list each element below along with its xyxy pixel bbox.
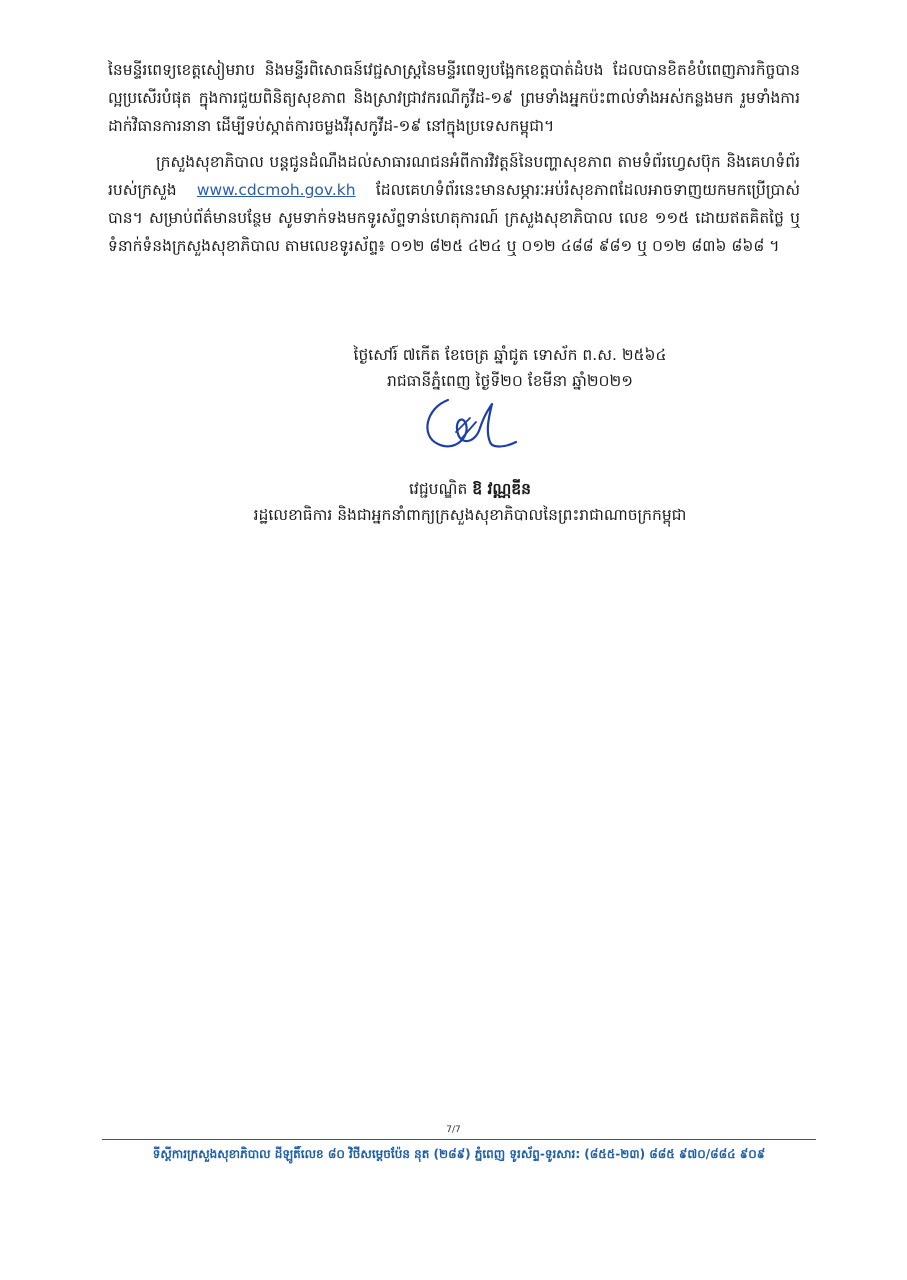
signer-role: រដ្ឋលេខាធិការ និងជាអ្នកនាំពាក្យក្រសួងសុខាភិបាលនៃព្រះរាជាណាចក្រកម្ពុជា <box>253 506 687 524</box>
signer-block <box>190 476 750 528</box>
paragraph-2-part-1: ក្រសួងសុខាភិបាល បន្តជូនដំណឹងដល់សាធារណជនអំពីការវិវត្តន៍នៃបញ្ហាសុខភាព តាមទំព័រហ្វេសប៊ុក និងគេហទំព័ររបស់ក្រសួង <box>108 153 800 199</box>
paragraph-2 <box>108 148 800 260</box>
signer-name: ឱ វណ្ណឌីន <box>472 480 531 498</box>
website-link[interactable]: www.cdcmoh.gov.kh <box>196 181 356 199</box>
paragraph-1: នៃមន្ទីរពេទ្យខេត្តសៀមរាប និងមន្ទីរពិសោធន៍វេជ្ជសាស្ត្រនៃមន្ទីរពេទ្យបង្អែកខេត្តបាត់ដំបង ដែលបានខិតខំបំពេញភារកិច្ចបានល្អប្រសើរបំផុត ក្នុងការជួយពិនិត្យសុខភាព និងស្រាវជ្រាវករណីកូវីដ-១៩ ព្រមទាំងអ្នកប៉ះពាល់ទាំងអស់កន្លងមក រួមទាំងការដាក់វិធានការនានា ដើម្បីទប់ស្កាត់ការចម្លងវីរុសកូវីដ-១៩ នៅក្នុងប្រទេសកម្ពុជា។ <box>108 61 800 135</box>
letter-body <box>108 56 800 260</box>
page-number: 7/7 <box>446 1125 461 1135</box>
solar-date: រាជធានីភ្នំពេញ ថ្ងៃទី២០ ខែមីនា ឆ្នាំ២០២១ <box>387 372 633 390</box>
paragraph-2-part-2: ដែលគេហទំព័រនេះមានសម្ភារៈអប់រំសុខភាពដែលអាចទាញយកមកប្រើប្រាស់បាន។ សម្រាប់ព័ត៌មានបន្ថែម សូមទាក់ទងមកទូរស័ព្ទទាន់ហេតុការណ៍ ក្រសួងសុខាភិបាល លេខ ១១៥ ដោយឥតគិតថ្លៃ ឬទំនាក់ទំនងក្រសួងសុខាភិបាល តាមលេខទូរស័ព្ទ៖ ០១២ ៨២៥ ៤២៤ ឬ ០១២ ៤៨៨ ៩៨១ ឬ ០១២ ៨៣៦ ៨៦៨ ។ <box>108 181 800 255</box>
signature-icon <box>418 392 528 456</box>
date-block <box>300 342 720 394</box>
footer-address: ទីស្តីការក្រសួងសុខាភិបាល ដីឡូតិ៍លេខ ៨០ វិថីសម្តេចប៉ែន នុត (២៨៩) ភ្នំពេញ ទូរស័ព្ទ-ទូរសារ: (៨៥៥-២៣) ៨៨៥ ៩៧០/៨៨៤ ៩០៩ <box>152 1147 766 1161</box>
lunar-date: ថ្ងៃសៅរ៍ ៧កើត ខែចេត្រ ឆ្នាំជូត ទោស័ក ព.ស. ២៥៦៤ <box>353 346 667 364</box>
signer-title-prefix: វេជ្ជបណ្ឌិត <box>409 480 468 498</box>
footer-divider <box>102 1139 816 1140</box>
signer-line <box>190 476 750 502</box>
